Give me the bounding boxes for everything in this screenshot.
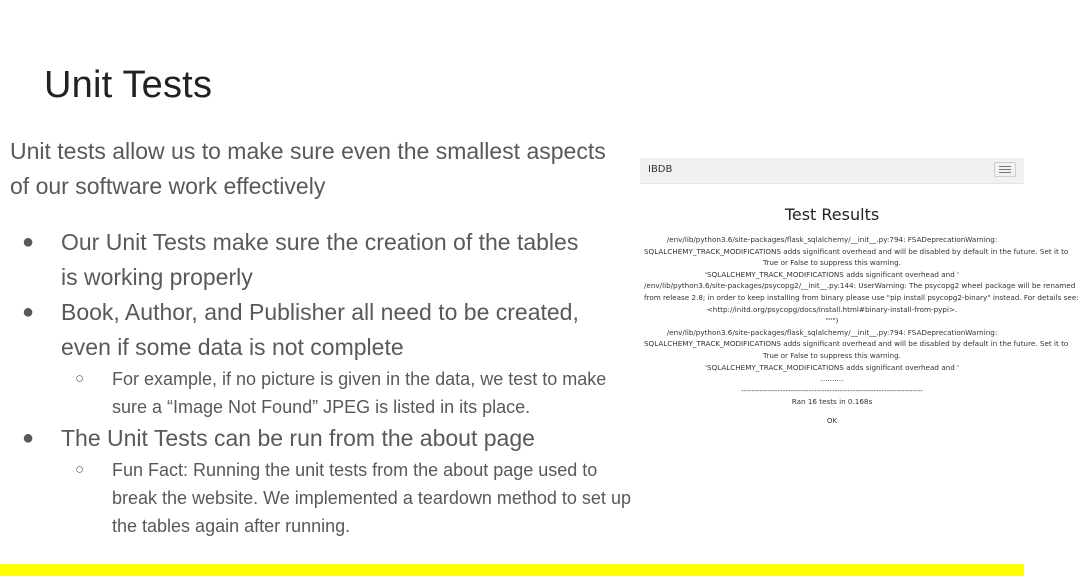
bullet-text: Our Unit Tests make sure the creation of the tables is working properly (61, 229, 579, 290)
log-line (644, 408, 1020, 415)
bullet-item (0, 295, 601, 365)
bullet-dot-icon: ● (22, 301, 35, 323)
intro-text: Unit tests allow us to make sure even the smallest aspects of our software work effectively (10, 138, 606, 199)
bullet-item (0, 225, 601, 295)
sub-bullet-item (0, 365, 632, 421)
log-line: .......... (820, 374, 844, 384)
navbar (640, 158, 1024, 184)
log-line: Ran 16 tests in 0.168s (791, 397, 873, 407)
bullet-text: The Unit Tests can be run from the about page (61, 425, 535, 451)
sub-bullet-text: Fun Fact: Running the unit tests from the about page used to break the website. We implemented a teardown method to set up the tables again after running. (112, 460, 631, 536)
log-line: """) (825, 316, 839, 326)
log-line: /env/lib/python3.6/site-packages/flask_sqlalchemy/__init__.py:794: FSADeprecationWarning: (666, 235, 998, 244)
log-line: ---------------------------------------------------------------------- (741, 385, 923, 395)
log-line: /env/lib/python3.6/site-packages/psycopg2/__init__.py:144: UserWarning: The psycopg2 wheel package will be renamed (644, 281, 1076, 291)
bullet-list (0, 225, 640, 540)
log-line: True or False to suppress this warning. (763, 350, 901, 360)
sub-bullet-item (0, 456, 632, 540)
log-line: True or False to suppress this warning. (763, 258, 901, 268)
hamburger-icon[interactable] (994, 162, 1016, 177)
bullet-item (0, 421, 601, 456)
log-line: SQLALCHEMY_TRACK_MODIFICATIONS adds significant overhead and will be disabled by default in the future. Set it to (644, 246, 1069, 256)
log-line: from release 2.8; in order to keep installing from binary please use "pip install psycopg2-binary" instead. For details see: (644, 292, 1079, 302)
log-line: 'SQLALCHEMY_TRACK_MODIFICATIONS adds significant overhead and ' (704, 362, 960, 372)
brand-link[interactable]: IBDB (648, 164, 673, 175)
log-line: SQLALCHEMY_TRACK_MODIFICATIONS adds significant overhead and will be disabled by default in the future. Set it to (644, 339, 1069, 349)
sub-bullet-circle-icon: ○ (75, 461, 85, 478)
log-line: <http://initd.org/psycopg/docs/install.html#binary-install-from-pypi>. (706, 304, 958, 314)
log-line: /env/lib/python3.6/site-packages/flask_sqlalchemy/__init__.py:794: FSADeprecationWarning: (666, 327, 998, 337)
bullet-text: Book, Author, and Publisher all need to be created, even if some data is not complete (61, 299, 579, 360)
test-results-screenshot (640, 158, 1079, 426)
log-line: OK (826, 415, 838, 425)
slide-title: Unit Tests (44, 64, 213, 106)
log-line: 'SQLALCHEMY_TRACK_MODIFICATIONS adds significant overhead and ' (704, 269, 960, 279)
bullet-dot-icon: ● (22, 231, 35, 253)
accent-bar (0, 564, 1024, 576)
sub-bullet-text: For example, if no picture is given in the data, we test to make sure a “Image Not Found” JPEG is listed in its place. (112, 369, 607, 417)
test-results-heading: Test Results (784, 205, 880, 224)
sub-bullet-circle-icon: ○ (75, 370, 85, 387)
test-log (644, 234, 1079, 427)
bullet-dot-icon: ● (22, 427, 35, 449)
